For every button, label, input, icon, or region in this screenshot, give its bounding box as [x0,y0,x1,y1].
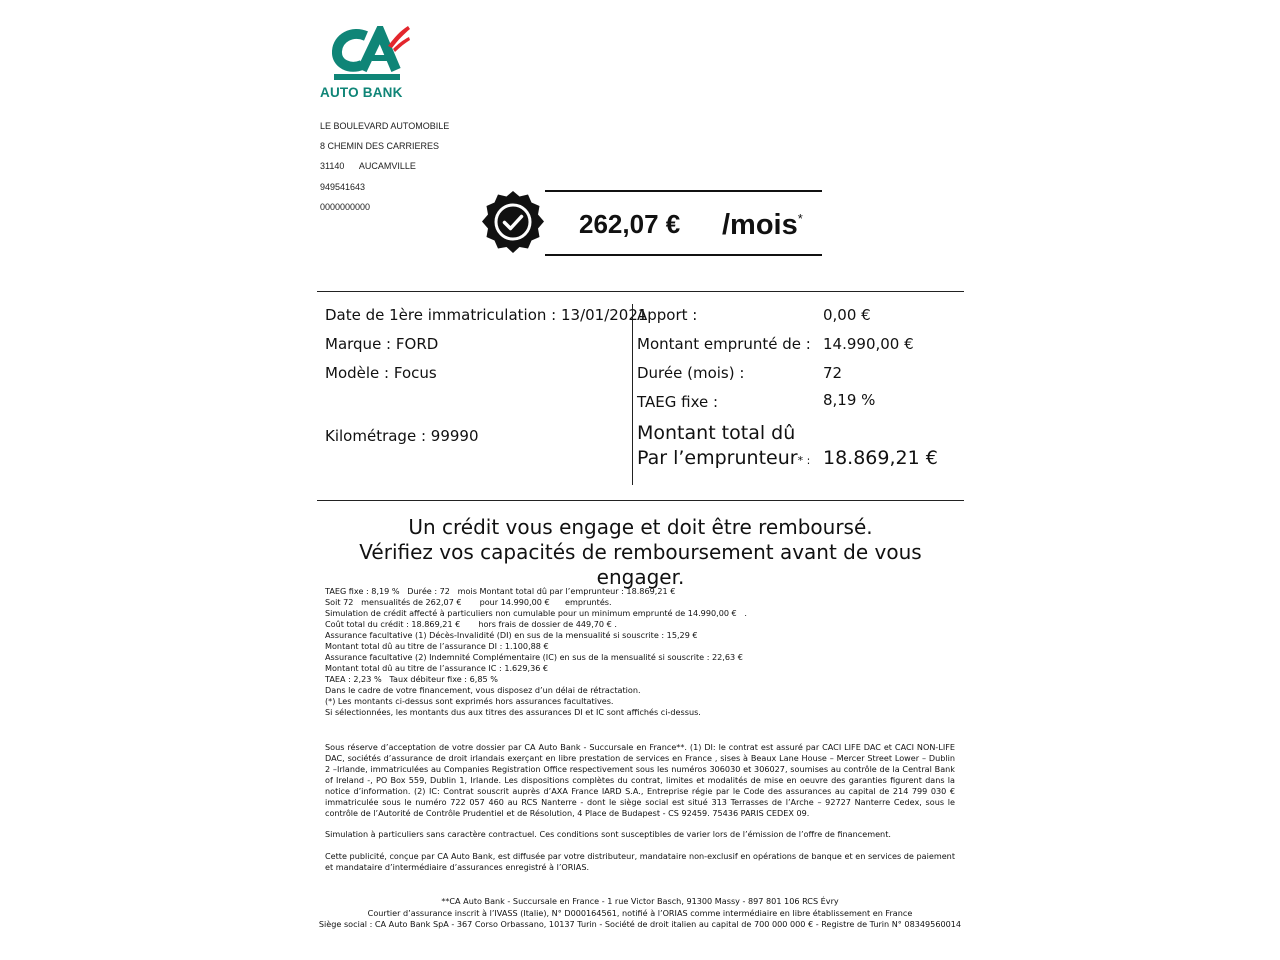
legal-line: Coût total du crédit : 18.869,21 € hors frais de dossier de 449,70 € . [325,619,617,629]
legal-line: TAEA : 2,23 % Taux débiteur fixe : 6,85 % [325,674,498,684]
monthly-amount: 262,07 € [579,209,681,239]
vehicle-brand: Marque : FORD [325,335,439,353]
footer-line-1: **CA Auto Bank - Succursale en France - 1 rue Victor Basch, 91300 Massy - 897 801 106 RCS Évry [441,896,839,906]
taeg-value: 8,19 % [823,391,876,409]
total-label-text: Par l’emprunteur [637,447,798,469]
footer [300,896,980,931]
legal-line: TAEG fixe : 8,19 % Durée : 72 mois Montant total dû par l’emprunteur : 18.869,21 € [325,586,676,596]
price-asterisk: * [797,211,803,226]
logo-text: AUTO BANK [320,85,403,100]
total-label-line2 [637,447,810,469]
footer-line-2: Courtier d’assurance inscrit à l’IVASS (Italie), N° D000164561, notifié à l’ORIAS comme intermédiaire en libre établissement en France [367,907,913,918]
vehicle-mileage: Kilométrage : 99990 [325,427,479,445]
per-month-label [722,209,803,242]
fine-print-advertising: Cette publicité, conçue par CA Auto Bank, est diffusée par votre distributeur, mandataire non-exclusif en opérations de banque et en services de paiement et mandataire d’intermédiaire d’assurances enregistré à l’ORIAS. [325,851,955,872]
fine-print-insurance: Sous réserve d’acceptation de votre dossier par CA Auto Bank - Succursale en France**. (1) DI: le contrat est assuré par CACI LIFE DAC et CACI NON-LIFE DAC, sociétés d’assurance de droit irlandais exerçant en libre prestation de services en France , sises à Beaux Lane House – Mercer Street Lower – Dublin 2 –Irlande, immatriculées au Companies Registration Office respectivement sous les numéros 306030 et 306027, soumises au contrôle de la Central Bank of Ireland -, PO Box 559, Dublin 1, Irlande. Les dispositions complètes du contrat, limites et modalités de mise en oeuvre des garanties figurent dans la notice d’information. (2) IC: Contrat souscrit auprès d’AXA France IARD S.A., Entreprise régie par le Code des assurances au capital de 214 799 030 € immatriculée sous le numéro 722 057 460 au RCS Nanterre - dont le siège social est situé 313 Terrasses de l’Arche – 92727 Nanterre Cedex, sous le contrôle de l’Autorité de Contrôle Prudentiel et de Résolution, 4 Place de Budapest - CS 92459. 75436 PARIS CEDEX 09. [325,742,955,818]
taeg-label: TAEG fixe : [637,393,719,411]
divider-bottom [317,500,964,501]
borrowed-label: Montant emprunté de : [637,335,811,353]
legal-line: Assurance facultative (1) Décès-Invalidité (DI) en sus de la mensualité si souscrite : 15,29 € [325,630,698,640]
dealer-name: LE BOULEVARD AUTOMOBILE [320,121,450,131]
warning-line-2: Vérifiez vos capacités de remboursement avant de vous engager. [359,540,922,589]
dealer-id: 0000000000 [320,201,371,212]
legal-line: Montant total dû au titre de l’assurance IC : 1.629,36 € [325,663,549,673]
borrowed-value: 14.990,00 € [823,335,914,353]
vehicle-registration: Date de 1ère immatriculation : 13/01/2021 [325,306,648,324]
dealer-phone: 949541643 [320,181,366,192]
apport-value: 0,00 € [823,306,871,324]
divider-vertical [632,304,633,485]
per-month-text: /mois [722,209,798,241]
dealer-city-line [320,161,449,181]
legal-line: Assurance facultative (2) Indemnité Complémentaire (IC) en sus de la mensualité si souscrite : 22,63 € [325,652,743,662]
monthly-price-box [545,190,822,256]
ca-logo-icon [332,26,410,84]
divider-top [317,291,964,292]
fine-print-simulation: Simulation à particuliers sans caractère contractuel. Ces conditions sont susceptibles de varier lors de l’émission de l’offre de financement. [325,829,891,839]
legal-line: (*) Les montants ci-dessus sont exprimés hors assurances facultatives. [325,696,614,706]
legal-line: Dans le cadre de votre financement, vous disposez d’un délai de rétractation. [325,685,641,695]
legal-line: Simulation de crédit affecté à particuliers non cumulable pour un minimum emprunté de 14.990,00 € . [325,608,748,618]
total-label-line1: Montant total dû [637,422,796,444]
legal-line: Si sélectionnées, les montants dus aux titres des assurances DI et IC sont affichés ci-dessus. [325,707,701,717]
legal-line: Soit 72 mensualités de 262,07 € pour 14.990,00 € empruntés. [325,597,612,607]
duration-label: Durée (mois) : [637,364,745,382]
dealer-info [320,121,449,222]
apport-label: Apport : [637,306,698,324]
ca-auto-bank-logo [318,26,422,102]
vehicle-model: Modèle : Focus [325,364,437,382]
dealer-city: AUCAMVILLE [358,161,416,172]
check-badge-icon [481,190,545,254]
dealer-postal-code: 31140 [320,161,345,172]
total-value: 18.869,21 € [823,447,938,469]
warning-line-1: Un crédit vous engage et doit être remboursé. [408,515,873,539]
footer-line-3: Siège social : CA Auto Bank SpA - 367 Corso Orbassano, 10137 Turin - Société de droit italien au capital de 700 000 000 € - Registre de Turin N° 08349560014 [318,919,962,929]
duration-value: 72 [823,364,843,382]
total-label-asterisk: * : [797,454,811,467]
legal-summary [325,586,965,718]
legal-line: Montant total dû au titre de l’assurance DI : 1.100,88 € [325,641,549,651]
dealer-address: 8 CHEMIN DES CARRIERES [320,141,440,152]
credit-warning [317,515,964,590]
